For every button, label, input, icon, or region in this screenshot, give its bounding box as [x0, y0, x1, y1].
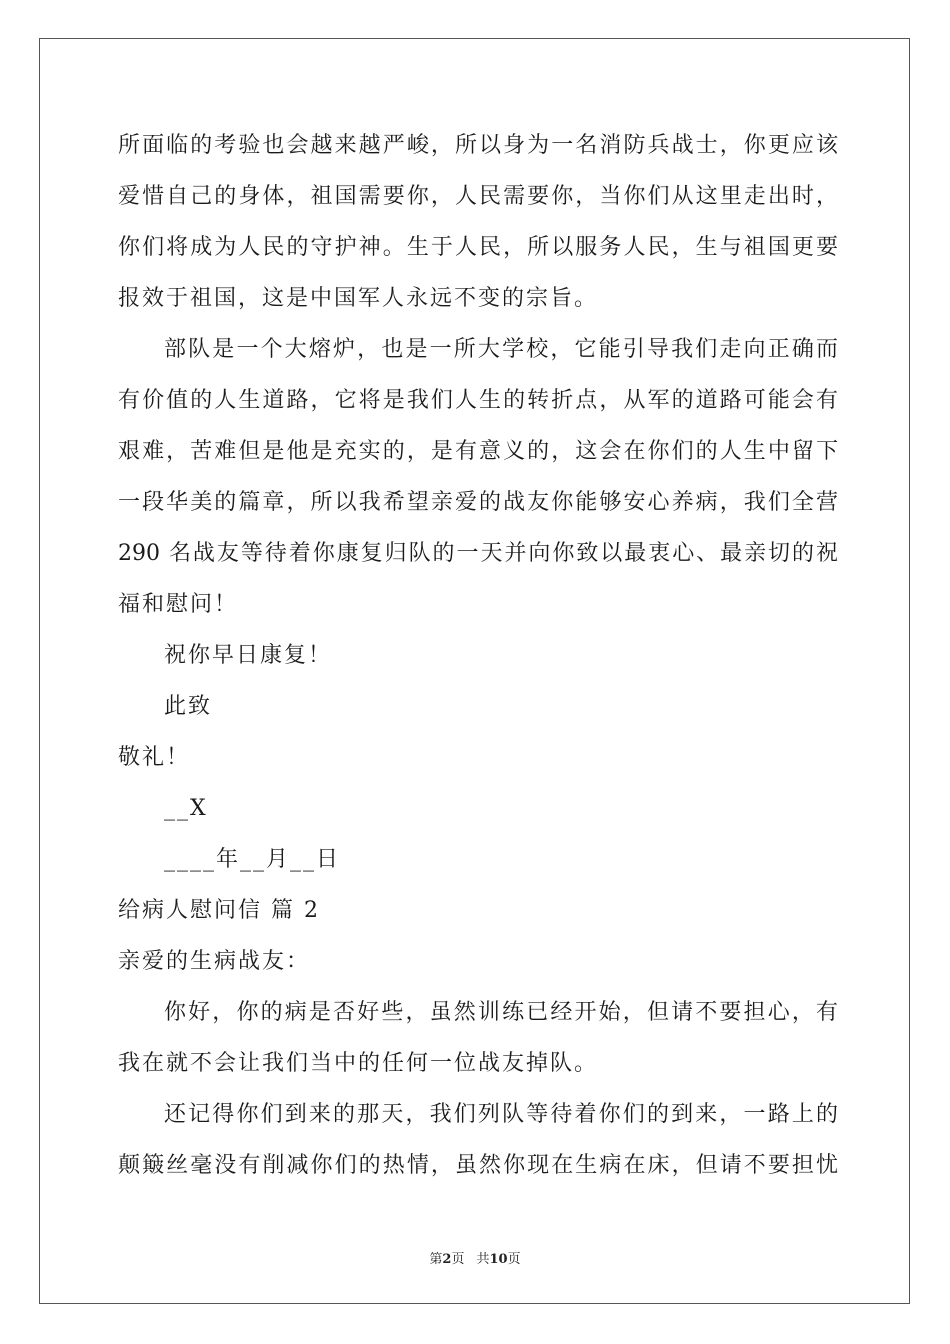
text-line: 还记得你们到来的那天，我们列队等待着你们的到来，一路上的: [164, 1102, 838, 1127]
greeting: 亲爱的生病战友：: [118, 949, 311, 974]
section-title: 给病人慰问信 篇 2: [118, 898, 320, 923]
signature-field: __X: [164, 796, 208, 821]
text-line: 我在就不会让我们当中的任何一位战友掉队。: [118, 1051, 599, 1076]
salutation-close: 此致: [164, 694, 213, 719]
text-line: 艰难，苦难但是他是充实的，是有意义的，这会在你们的人生中留下: [118, 439, 838, 464]
salutation-respect: 敬礼！: [118, 745, 191, 770]
text-line: 爱惜自己的身体，祖国需要你，人民需要你，当你们从这里走出时，: [118, 184, 838, 209]
footer-page-suffix: 页: [451, 1252, 465, 1267]
text-line: 你们将成为人民的守护神。生于人民，所以服务人民，生与祖国更要: [118, 235, 838, 260]
text-line: 有价值的人生道路，它将是我们人生的转折点，从军的道路可能会有: [118, 388, 838, 413]
text-line: 一段华美的篇章，所以我希望亲爱的战友你能够安心养病，我们全营: [118, 490, 838, 515]
text-line: 所面临的考验也会越来越严峻，所以身为一名消防兵战士，你更应该: [118, 133, 838, 158]
current-page-number: 2: [442, 1252, 452, 1267]
date-field: ____年__月__日: [164, 847, 341, 872]
closing-wish: 祝你早日康复！: [164, 643, 333, 668]
footer-prefix: 第: [429, 1252, 443, 1267]
footer-total-prefix: 共: [476, 1252, 490, 1267]
footer-total-suffix: 页: [507, 1252, 521, 1267]
text-line: 部队是一个大熔炉，也是一所大学校，它能引导我们走向正确而: [164, 337, 838, 362]
text-line: 你好，你的病是否好些，虽然训练已经开始，但请不要担心，有: [164, 1000, 838, 1025]
page-footer: [0, 1248, 950, 1267]
text-line: 290 名战友等待着你康复归队的一天并向你致以最衷心、最亲切的祝: [118, 541, 838, 566]
text-line: 颠簸丝毫没有削减你们的热情，虽然你现在生病在床，但请不要担忧: [118, 1153, 838, 1178]
text-line: 福和慰问！: [118, 592, 239, 617]
total-page-count: 10: [489, 1252, 508, 1267]
document-body: [118, 120, 838, 1191]
text-line: 报效于祖国，这是中国军人永远不变的宗旨。: [118, 286, 599, 311]
